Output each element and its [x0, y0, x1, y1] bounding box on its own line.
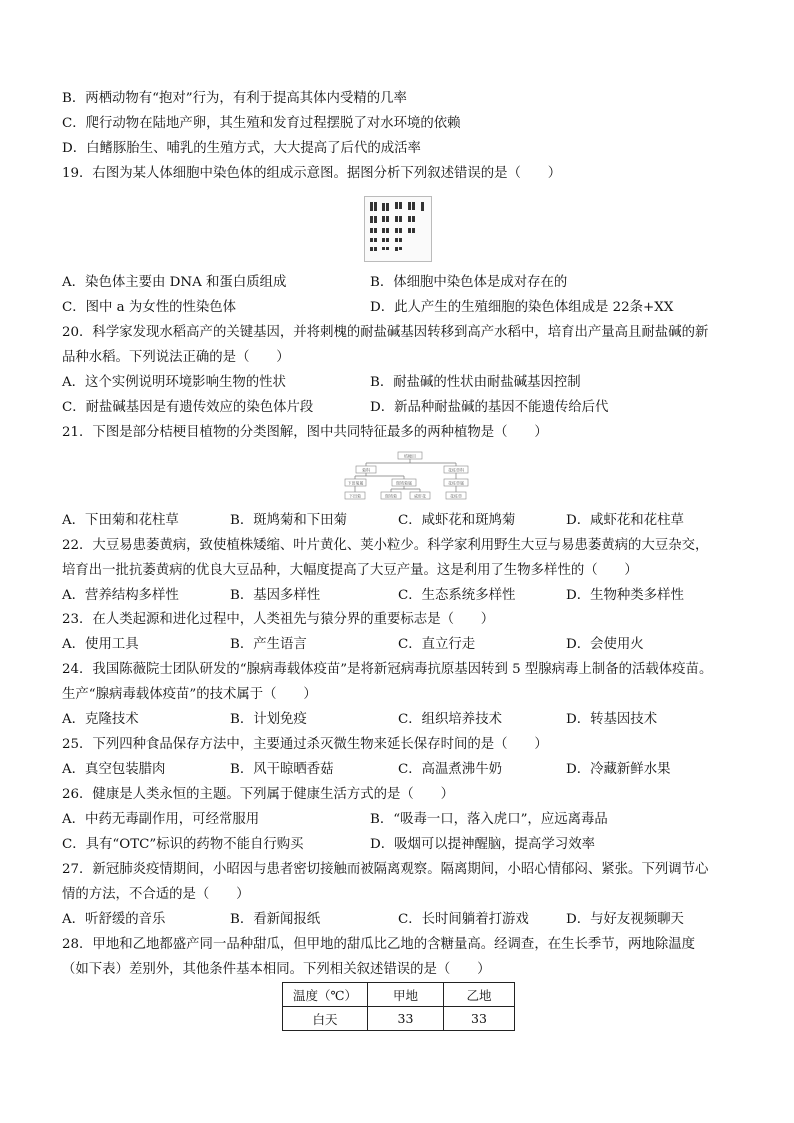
q27-option-c: C．长时间躺着打游戏: [398, 912, 529, 927]
q25-stem: 25．下列四种食品保存方法中，主要通过杀灭微生物来延长保存时间的是（ ）: [62, 737, 548, 752]
q21-option-a: A．下田菊和花柱草: [62, 513, 179, 528]
q27-option-d: D．与好友视频聊天: [566, 912, 684, 927]
q21-stem: 21．下图是部分桔梗目植物的分类图解，图中共同特征最多的两种植物是（ ）: [62, 425, 548, 440]
q24-option-c: C．组织培养技术: [398, 712, 502, 727]
q27-option-b: B．看新闻报纸: [230, 912, 321, 927]
q23-option-c: C．直立行走: [398, 637, 476, 652]
q24-option-a: A．克隆技术: [62, 712, 139, 727]
q27-option-a: A．听舒缓的音乐: [62, 912, 166, 927]
q26-option-d: D．吸烟可以提神醒脑，提高学习效率: [370, 837, 595, 852]
tree-species-4: 花柱草: [450, 493, 462, 499]
q26-option-c: C．具有“OTC”标识的药物不能自行购买: [62, 837, 304, 852]
table-header-cell: 甲地: [368, 983, 444, 1007]
karyotype-figure: [364, 196, 432, 262]
q24-option-d: D．转基因技术: [566, 712, 658, 727]
table-header-row: [283, 983, 515, 1007]
q25-option-d: D．冷藏新鲜水果: [566, 762, 671, 777]
q26-option-a: A．中药无毒副作用，可经常服用: [62, 812, 260, 827]
table-cell: 33: [368, 1007, 444, 1031]
q20-option-c: C．耐盐碱基因是有遗传效应的染色体片段: [62, 400, 314, 415]
q22-stem-line2: 培育出一批抗萎黄病的优良大豆品种，大幅度提高了大豆产量。这是利用了生物多样性的（ ）: [62, 563, 638, 578]
q23-option-b: B．产生语言: [230, 637, 307, 652]
tree-family-1: 菊科: [362, 467, 370, 473]
karyotype-image: [365, 197, 431, 261]
q21-option-d: D．咸虾花和花柱草: [566, 513, 684, 528]
q23-option-a: A．使用工具: [62, 637, 139, 652]
q19-option-a: A．染色体主要由 DNA 和蛋白质组成: [62, 275, 287, 290]
tree-family-2: 花柱草科: [448, 467, 464, 473]
tree-genus-3: 花柱草属: [448, 480, 464, 486]
q19-option-c: C．图中 a 为女性的性染色体: [62, 300, 237, 315]
tree-genus-2: 斑鸠菊属: [396, 480, 412, 486]
tree-root: 桔梗目: [404, 453, 416, 459]
q20-option-a: A．这个实例说明环境影响生物的性状: [62, 375, 286, 390]
classification-tree: [344, 451, 476, 506]
q20-option-b: B．耐盐碱的性状由耐盐碱基因控制: [370, 375, 581, 390]
q27-stem-line2: 情的方法，不合适的是（ ）: [62, 887, 250, 902]
q22-option-c: C．生态系统多样性: [398, 588, 516, 603]
tree-genus-1: 下田菊属: [347, 480, 364, 486]
tree-species-1: 下田菊: [349, 493, 361, 499]
q28-stem-line2: （如下表）差别外，其他条件基本相同。下列相关叙述错误的是（ ）: [62, 962, 491, 977]
q23-option-d: D．会使用火: [566, 637, 644, 652]
q21-option-b: B．斑鸠菊和下田菊: [230, 513, 347, 528]
q18-option-b: B．两栖动物有“抱对”行为，有利于提高其体内受精的几率: [62, 91, 407, 106]
q19-option-b: B．体细胞中染色体是成对存在的: [370, 275, 568, 290]
q24-stem-line2: 生产“腺病毒载体疫苗”的技术属于（ ）: [62, 687, 317, 702]
table-cell: 白天: [283, 1007, 368, 1031]
q27-stem-line1: 27．新冠肺炎疫情期间，小昭因与患者密切接触而被隔离观察。隔离期间，小昭心情郁闷、紧张。下列调节心: [62, 862, 709, 877]
q25-option-a: A．真空包装腊肉: [62, 762, 166, 777]
classification-tree-figure: [344, 451, 476, 506]
q21-option-c: C．咸虾花和斑鸠菊: [398, 513, 516, 528]
q25-option-b: B．风干晾晒香菇: [230, 762, 334, 777]
table-row: [283, 1007, 515, 1031]
q26-option-b: B．“吸毒一口，落入虎口”，应远离毒品: [370, 812, 608, 827]
q20-stem-line1: 20．科学家发现水稻高产的关键基因，并将刺槐的耐盐碱基因转移到高产水稻中，培育出产量高且耐盐碱的新: [62, 325, 709, 340]
q24-stem-line1: 24．我国陈薇院士团队研发的“腺病毒载体疫苗”是将新冠病毒抗原基因转到 5 型腺病毒上制备的活载体疫苗。: [62, 662, 713, 677]
q24-option-b: B．计划免疫: [230, 712, 307, 727]
table-header-cell: 温度（℃）: [283, 983, 368, 1007]
tree-species-2: 斑鸠菊: [385, 493, 397, 499]
q22-option-d: D．生物种类多样性: [566, 588, 684, 603]
table-header-cell: 乙地: [444, 983, 515, 1007]
tree-species-3: 咸虾花: [414, 493, 426, 499]
q18-option-c: C．爬行动物在陆地产卵，其生殖和发育过程摆脱了对水环境的依赖: [62, 116, 461, 131]
q19-option-d: D．此人产生的生殖细胞的染色体组成是 22条+XX: [370, 300, 674, 315]
q20-stem-line2: 品种水稻。下列说法正确的是（ ）: [62, 350, 290, 365]
temperature-table: [282, 982, 515, 1031]
q25-option-c: C．高温煮沸牛奶: [398, 762, 502, 777]
q22-stem-line1: 22．大豆易患萎黄病，致使植株矮缩、叶片黄化、荚小粒少。科学家利用野生大豆与易患萎黄病的大豆杂交，: [62, 538, 709, 553]
q22-option-b: B．基因多样性: [230, 588, 321, 603]
q28-stem-line1: 28．甲地和乙地都盛产同一品种甜瓜，但甲地的甜瓜比乙地的含糖量高。经调查，在生长季节，两地除温度: [62, 937, 696, 952]
q26-stem: 26．健康是人类永恒的主题。下列属于健康生活方式的是（ ）: [62, 787, 454, 802]
q20-option-d: D．新品种耐盐碱的基因不能遗传给后代: [370, 400, 609, 415]
q18-option-d: D．白鳍豚胎生、哺乳的生殖方式，大大提高了后代的成活率: [62, 141, 421, 156]
q23-stem: 23．在人类起源和进化过程中，人类祖先与猿分界的重要标志是（ ）: [62, 612, 495, 627]
q19-stem: 19．右图为某人体细胞中染色体的组成示意图。据图分析下列叙述错误的是（ ）: [62, 166, 562, 181]
q22-option-a: A．营养结构多样性: [62, 588, 179, 603]
table-cell: 33: [444, 1007, 515, 1031]
